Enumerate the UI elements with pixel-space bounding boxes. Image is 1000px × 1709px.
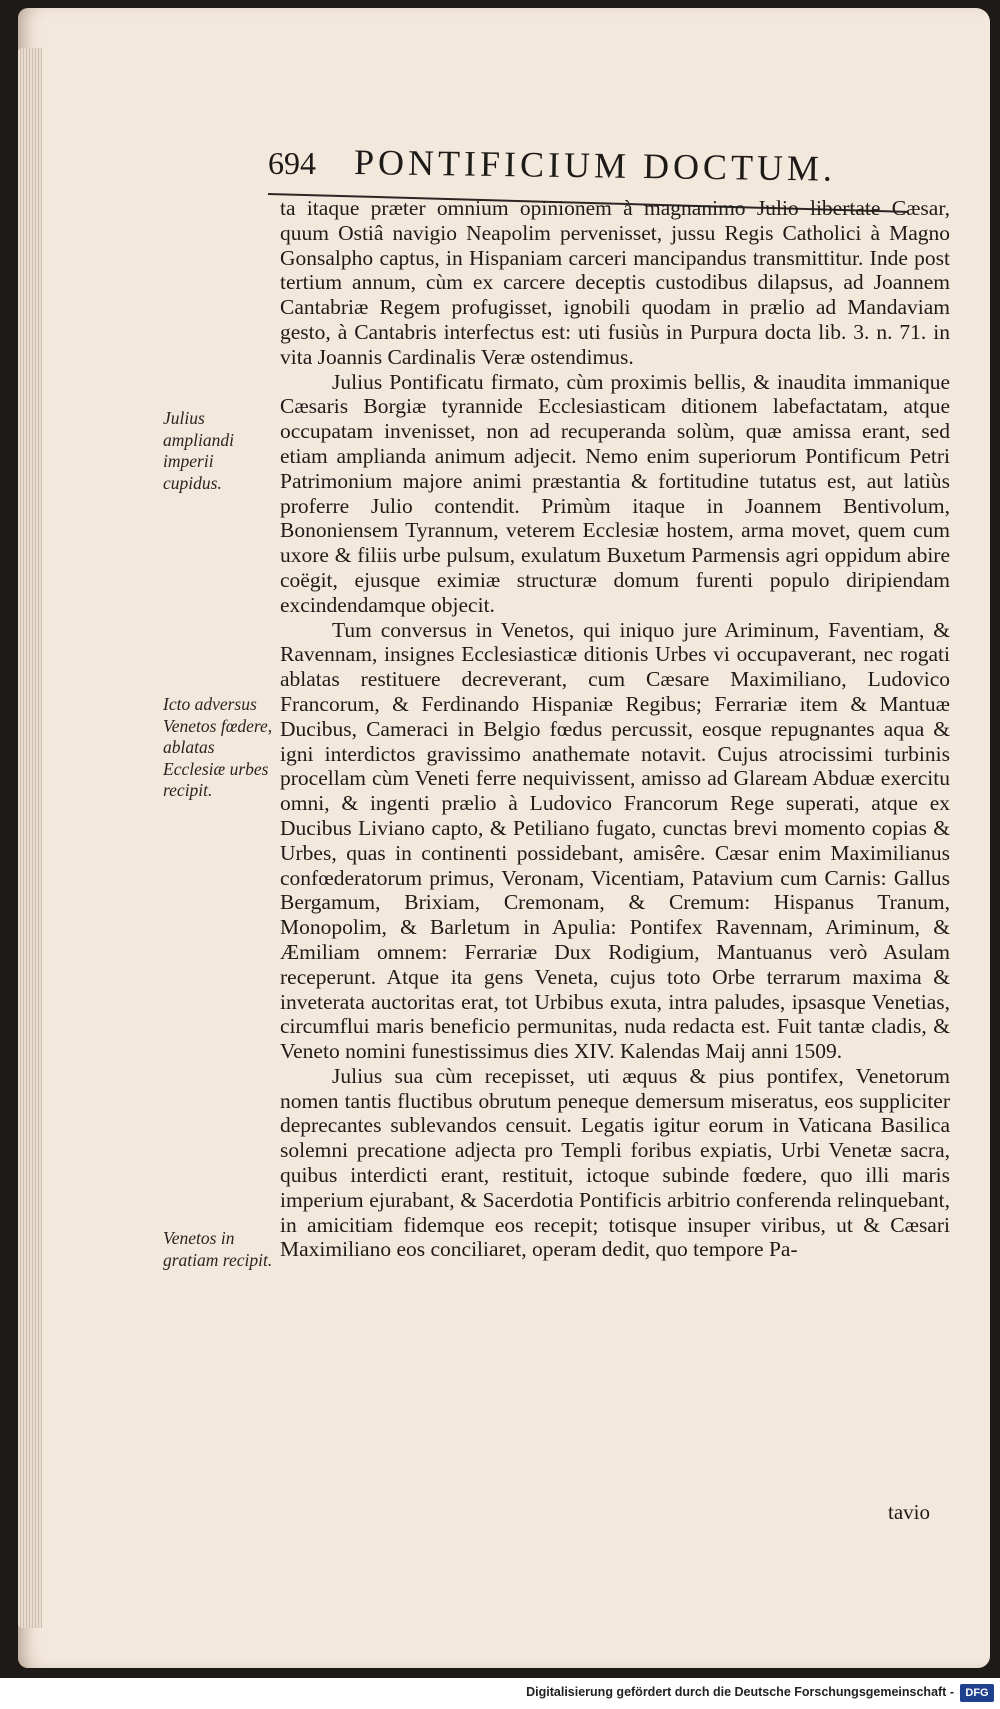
footer-credit: Digitalisierung gefördert durch die Deutsche Forschungsgemeinschaft - [526, 1685, 954, 1699]
digitization-footer [0, 1678, 1000, 1709]
dfg-logo: DFG [960, 1684, 994, 1702]
paragraph-1: ta itaque præter omnium opinionem à magnanimo Julio libertate Cæsar, quum Ostiâ navigio Neapolim pervenisset, jussu Regis Catholici à Magno Gonsalpho captus, in Hispaniam carceri mancipandus transmittitur. Inde post tertium annum, cùm ex carcere deceptis custodibus dilapsus, ad Joannem Cantabriæ Regem profugisset, ignobili quodam in prælio ad Mandaviam gesto, à Cantabris interfectus est: uti fusiùs in Purpura docta lib. 3. n. 71. in vita Joannis Cardinalis Veræ ostendimus. [280, 196, 950, 369]
page-number: 694 [268, 145, 316, 181]
paragraph-3: Tum conversus in Venetos, qui iniquo jure Ariminum, Faventiam, & Ravennam, insignes Ecclesiasticæ ditionis Urbes vi occupaverant, nec rogati ablatas restituere decreverant, cum Cæsare Maximiliano, Ludovico Francorum, & Ferdinando Hispaniæ Regibus; Ferrariæ item & Mantuæ Ducibus, Cameraci in Belgio fœdus percussit, eosque repugnantes aqua & igni interdictos gravissimo anathemate notavit. Cujus atrocissimi turbinis procellam cùm Veneti ferre nequivissent, amisso ad Glaream Abduæ exercitu omni, & ingenti prælio à Ludovico Francorum Rege superati, atque ex Ducibus Liviano capto, & Petiliano fugato, cunctas brevi momento copias & Urbes, quas in continenti possidebant, amisêre. Cæsar enim Maximilianus confœderatorum primus, Veronam, Vicentiam, Patavium cum Carnis: Gallus Bergamum, Brixiam, Cremonam, & Cremum: Hispanus Tranum, Monopolim, & Barletum in Apulia: Pontifex Ravennam, Ariminum, & Æmiliam omnem: Ferrariæ Dux Rodigium, Mantuanus verò Asulam receperunt. Atque ita gens Veneta, cujus toto Orbe terrarum maxima & inveterata auctoritas erat, tot Urbibus exuta, intra paludes, ipsasque Venetias, circumflui maris beneficio permunitas, nuda redacta est. Fuit tantæ cladis, & Veneto nomini funestissimus dies XIV. Kalendas Maij anni 1509. [280, 617, 950, 1064]
catchword: tavio [888, 1500, 930, 1524]
margin-note-1: Julius ampliandi imperii cupidus. [163, 408, 234, 493]
page-edge-decoration [18, 48, 42, 1628]
page-header [268, 142, 888, 189]
body-text [280, 196, 950, 1262]
margin-note-3: Venetos in gratiam recipit. [163, 1228, 273, 1270]
paragraph-4: Julius sua cùm recepisset, uti æquus & pius pontifex, Venetorum nomen tantis fluctibus obrutum peneque demersum miseratus, eos suppliciter deprecantes sublevandos censuit. Legatis igitur eorum in Vaticana Basilica solemni precatione adjecta pro Templi foribus expiatis, Urbi Venetæ sacra, quibus interdicti erant, restituit, ictoque subinde fœdere, quo illi maris imperium ejurabant, & Sacerdotia Pontificis arbitrio conferenda relinquebant, in amicitiam fidemque eos recepit; totisque insuper viribus, ut & Cæsari Maximiliano eos conciliaret, operam dedit, quo tempore Pa- [280, 1063, 950, 1262]
paragraph-2: Julius Pontificatu firmato, cùm proximis bellis, & inaudita immanique Cæsaris Borgiæ tyrannide Ecclesiasticam ditionem labefactatam, atque occupatam invenisset, non ad recuperanda solùm, quæ amissa erant, sed etiam amplianda animum adjecit. Nemo enim superiorum Pontificum Petri Patrimonium majore animi præstantia & fortitudine tutatus est, aut latiùs proferre Julio contendit. Primùm itaque in Joannem Bentivolum, Bononiensem Tyrannum, veterem Ecclesiæ hostem, arma movet, quem cum uxore & filiis urbe pulsum, exulatum Buxetum Parmensis agri oppidum abire coëgit, ejusque eximiæ structuræ domum furenti populo diripiendam excindendamque objecit. [280, 369, 950, 617]
margin-note-2: Icto adversus Venetos fœdere, ablatas Ecclesiæ urbes recipit. [163, 694, 273, 800]
running-title: PONTIFICIUM DOCTUM. [353, 142, 837, 189]
